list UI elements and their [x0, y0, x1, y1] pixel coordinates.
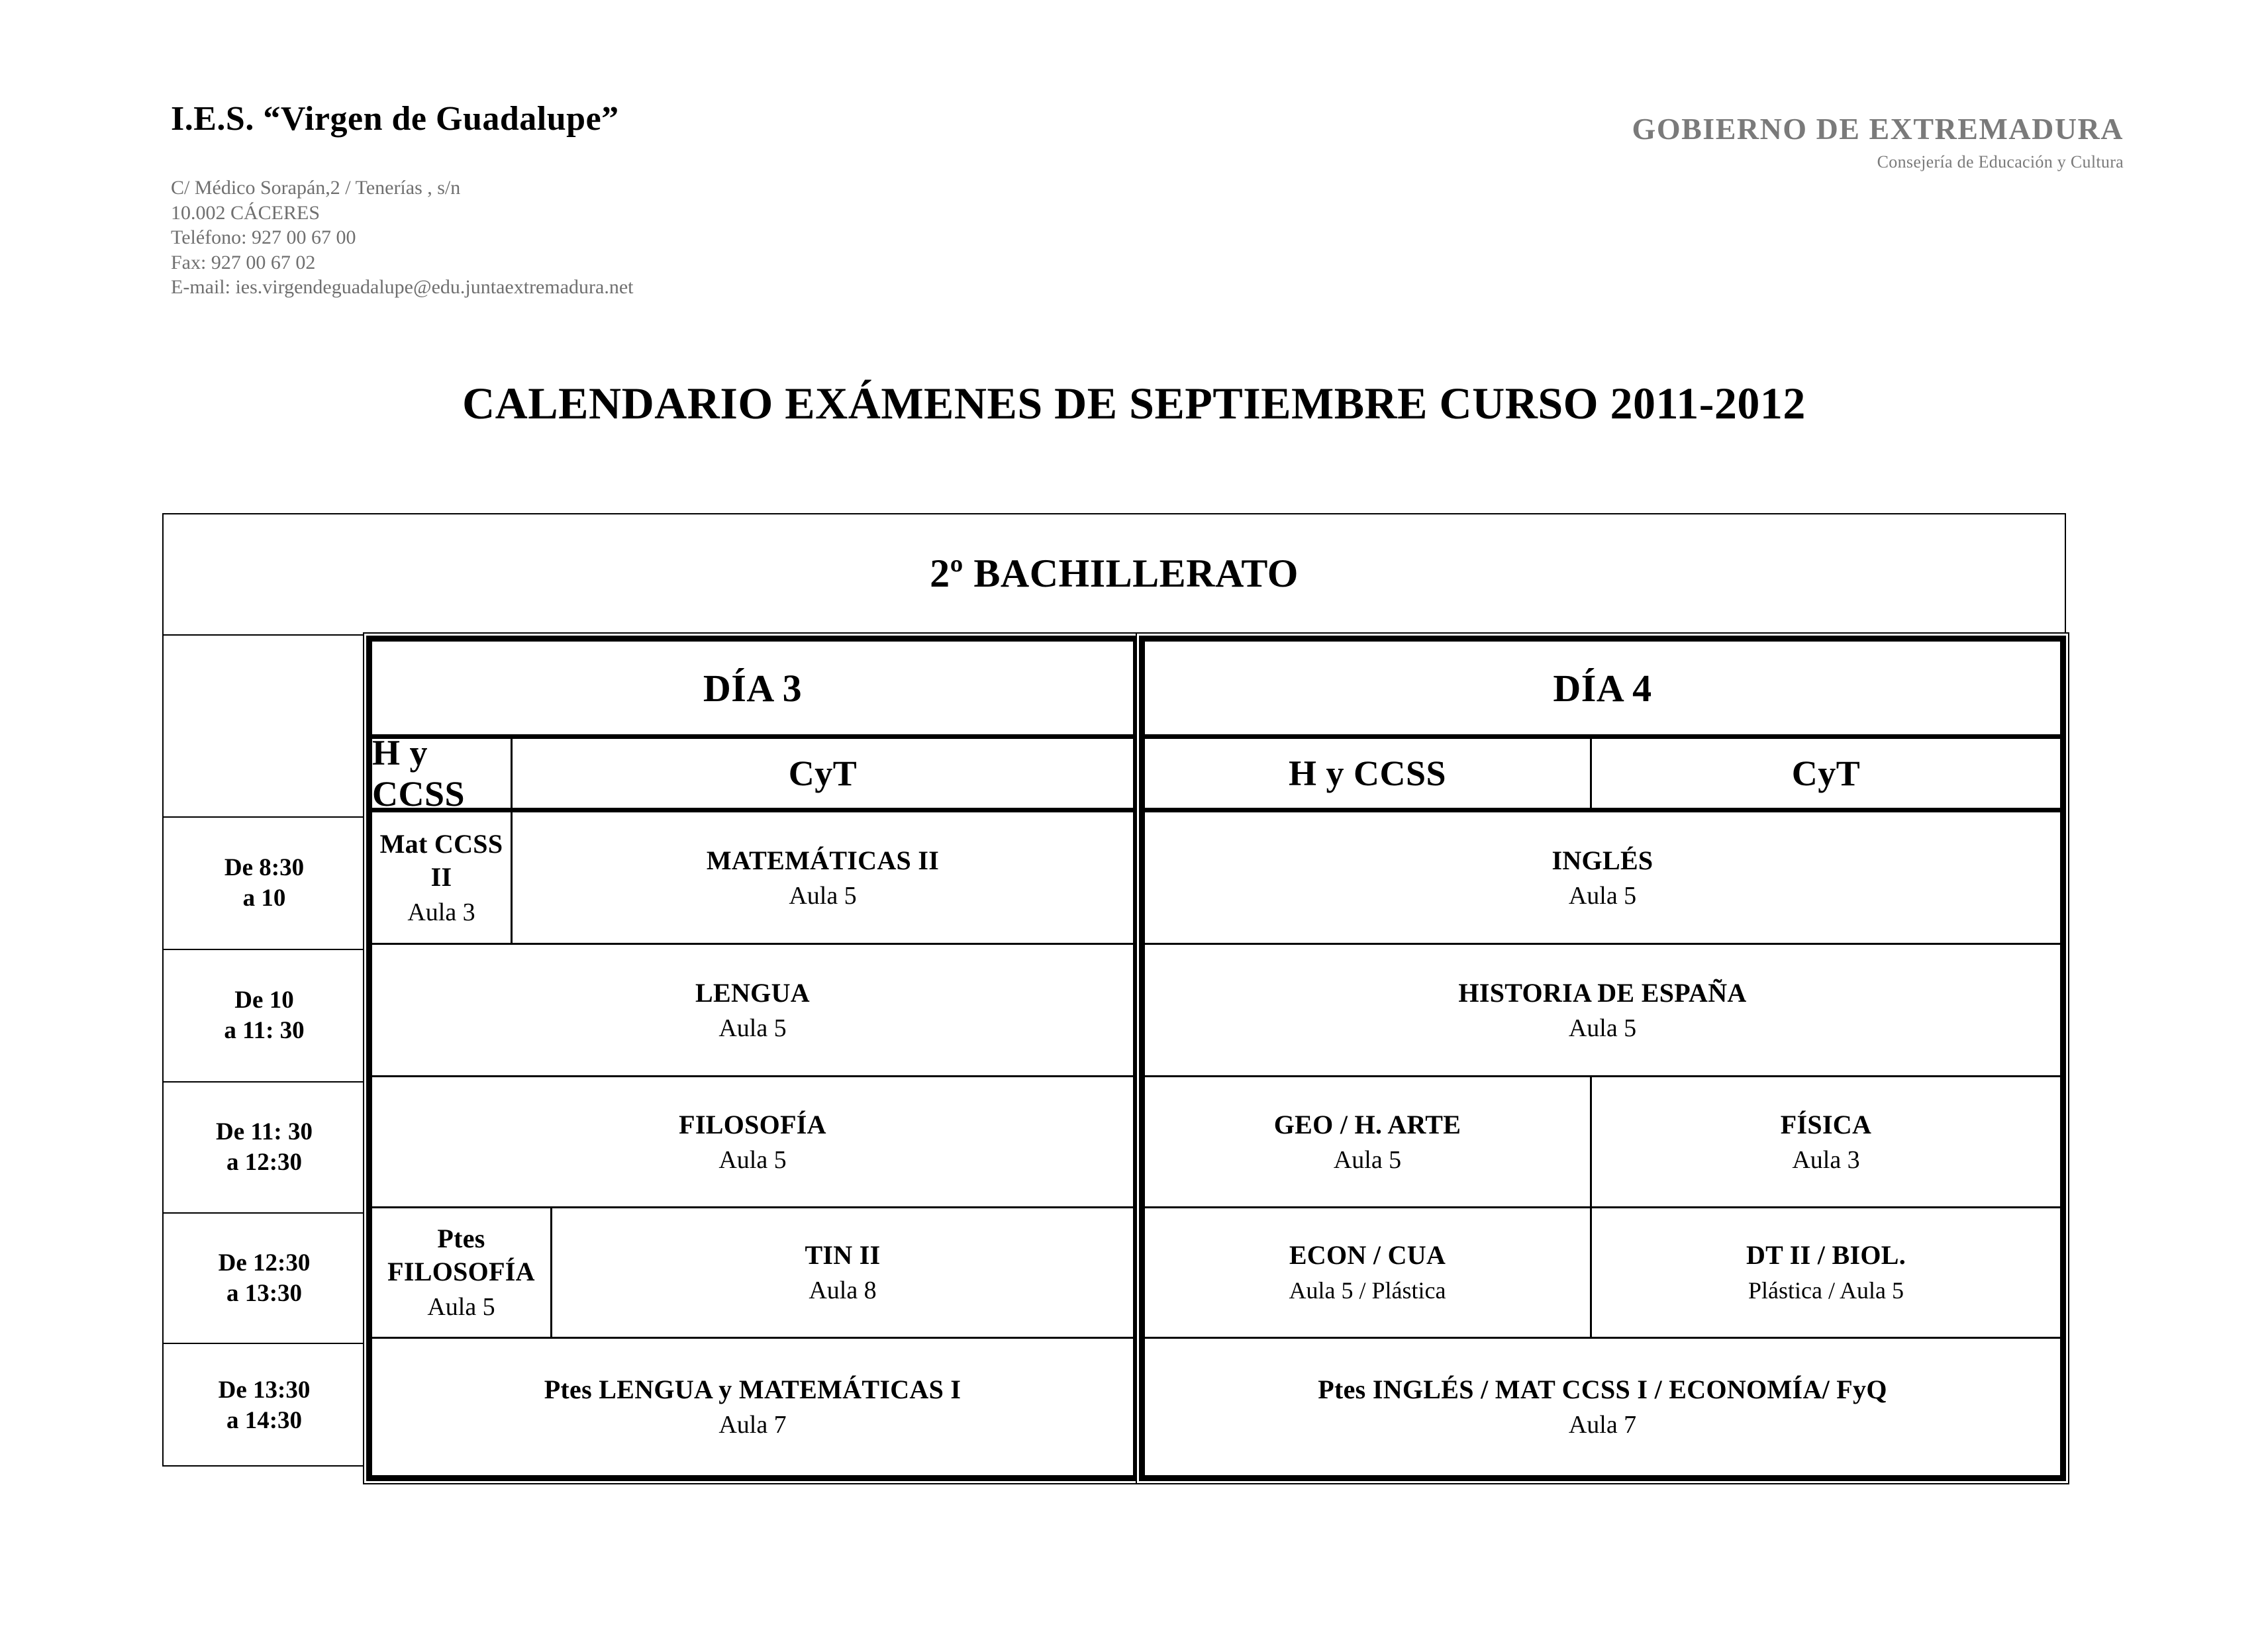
exam-calendar-table — [162, 513, 2066, 1481]
time-slot-to: a 10 — [242, 885, 286, 912]
government-logo-block — [1632, 111, 2124, 172]
table-row — [1145, 1077, 2060, 1208]
day-block-dia-3 — [366, 636, 1139, 1481]
exam-cell — [1592, 1077, 2060, 1206]
exam-room: Aula 7 — [1568, 1410, 1637, 1439]
exam-cell — [372, 1077, 1133, 1206]
address-block — [171, 175, 633, 300]
time-column — [162, 636, 366, 1467]
exam-cell — [1145, 1339, 2060, 1474]
time-slot-row — [162, 950, 366, 1083]
exam-cell — [372, 1339, 1133, 1474]
exam-room: Aula 5 — [718, 1145, 787, 1174]
exam-subject: FÍSICA — [1780, 1109, 1872, 1139]
exam-subject: TIN II — [805, 1240, 881, 1270]
grade-banner: 2º BACHILLERATO — [162, 513, 2066, 636]
day-header-dia-3: DÍA 3 — [372, 642, 1133, 739]
address-line-phone: Teléfono: 927 00 67 00 — [171, 226, 356, 248]
track-header-row-dia-3 — [372, 733, 1133, 814]
page-title: CALENDARIO EXÁMENES DE SEPTIEMBRE CURSO 2011-2012 — [462, 378, 1806, 428]
address-line-email: E-mail: ies.virgendeguadalupe@edu.juntaextremadura.net — [171, 276, 634, 298]
data-area-dia-4 — [1145, 812, 2060, 1475]
exam-room: Aula 5 — [427, 1293, 495, 1321]
track-header-hyccss-dia-3: H y CCSS — [372, 739, 513, 808]
school-name: I.E.S. “Virgen de Guadalupe” — [171, 100, 619, 138]
exam-cell — [1145, 1077, 1592, 1206]
exam-room: Aula 7 — [718, 1410, 787, 1439]
table-row — [1145, 1208, 2060, 1339]
letterhead — [0, 0, 2268, 344]
time-slot-row — [162, 1344, 366, 1467]
exam-room: Aula 5 / Plástica — [1289, 1277, 1446, 1304]
exam-subject: LENGUA — [695, 977, 810, 1008]
exam-cell — [1145, 945, 2060, 1075]
exam-cell — [372, 945, 1133, 1075]
table-row — [372, 1208, 1133, 1339]
exam-cell — [372, 812, 513, 943]
day-block-dia-4 — [1139, 636, 2066, 1481]
government-subtitle: Consejería de Educación y Cultura — [1877, 152, 2124, 171]
exam-room: Aula 5 — [1568, 881, 1637, 910]
exam-cell — [1592, 1208, 2060, 1337]
exam-room: Plástica / Aula 5 — [1748, 1277, 1904, 1304]
address-line-street: C/ Médico Sorapán,2 / Tenerías , s/n — [171, 177, 461, 199]
time-slot-to: a 14:30 — [226, 1406, 303, 1434]
track-header-cyt-dia-3: CyT — [788, 753, 858, 793]
time-slot-to: a 13:30 — [226, 1279, 303, 1307]
exam-subject: MATEMÁTICAS II — [706, 845, 940, 875]
time-slot-row — [162, 1214, 366, 1344]
time-slot-to: a 11: 30 — [224, 1017, 305, 1044]
table-row — [372, 812, 1133, 945]
exam-room: Aula 3 — [407, 898, 475, 926]
table-row — [372, 945, 1133, 1077]
exam-subject: Ptes LENGUA y MATEMÁTICAS I — [544, 1374, 961, 1404]
exam-room: Aula 3 — [1792, 1145, 1860, 1174]
table-row — [372, 1339, 1133, 1474]
exam-room: Aula 5 — [1568, 1014, 1637, 1042]
exam-subject: Ptes FILOSOFÍA — [387, 1224, 535, 1286]
time-column-header-spacer — [162, 636, 366, 818]
exam-subject: FILOSOFÍA — [679, 1109, 826, 1139]
track-header-hyccss-dia-4: H y CCSS — [1145, 739, 1592, 808]
exam-cell — [372, 1208, 552, 1337]
exam-subject: Mat CCSS II — [379, 828, 503, 892]
time-slot-from: De 13:30 — [218, 1376, 311, 1404]
exam-room: Aula 5 — [718, 1014, 787, 1042]
address-line-fax: Fax: 927 00 67 02 — [171, 251, 316, 273]
exam-subject: GEO / H. ARTE — [1273, 1109, 1461, 1139]
table-row — [1145, 945, 2060, 1077]
time-slot-row — [162, 818, 366, 950]
time-slot-from: De 10 — [234, 987, 294, 1014]
exam-subject: INGLÉS — [1552, 845, 1653, 875]
exam-subject: DT II / BIOL. — [1746, 1240, 1906, 1270]
data-area-dia-3 — [372, 812, 1133, 1475]
time-slot-from: De 11: 30 — [216, 1118, 313, 1145]
exam-cell — [1145, 1208, 1592, 1337]
address-line-city: 10.002 CÁCERES — [171, 201, 320, 224]
exam-room: Aula 8 — [809, 1277, 877, 1304]
exam-subject: HISTORIA DE ESPAÑA — [1458, 977, 1747, 1008]
exam-cell — [552, 1208, 1133, 1337]
exam-subject: Ptes INGLÉS / MAT CCSS I / ECONOMÍA/ FyQ — [1318, 1374, 1887, 1404]
exam-room: Aula 5 — [789, 881, 857, 910]
table-row — [372, 1077, 1133, 1208]
exam-subject: ECON / CUA — [1289, 1240, 1446, 1270]
track-header-cyt-dia-4: CyT — [1791, 753, 1861, 793]
table-row — [1145, 812, 2060, 945]
time-slot-from: De 8:30 — [224, 854, 305, 881]
time-slot-from: De 12:30 — [218, 1249, 311, 1277]
time-slot-to: a 12:30 — [226, 1149, 303, 1176]
exam-cell — [513, 812, 1133, 943]
government-title: GOBIERNO DE EXTREMADURA — [1632, 112, 2124, 146]
exam-cell — [1145, 812, 2060, 943]
table-row — [1145, 1339, 2060, 1474]
day-header-dia-4: DÍA 4 — [1145, 642, 2060, 739]
time-slot-row — [162, 1083, 366, 1214]
track-header-row-dia-4 — [1145, 739, 2060, 812]
exam-room: Aula 5 — [1333, 1145, 1402, 1174]
